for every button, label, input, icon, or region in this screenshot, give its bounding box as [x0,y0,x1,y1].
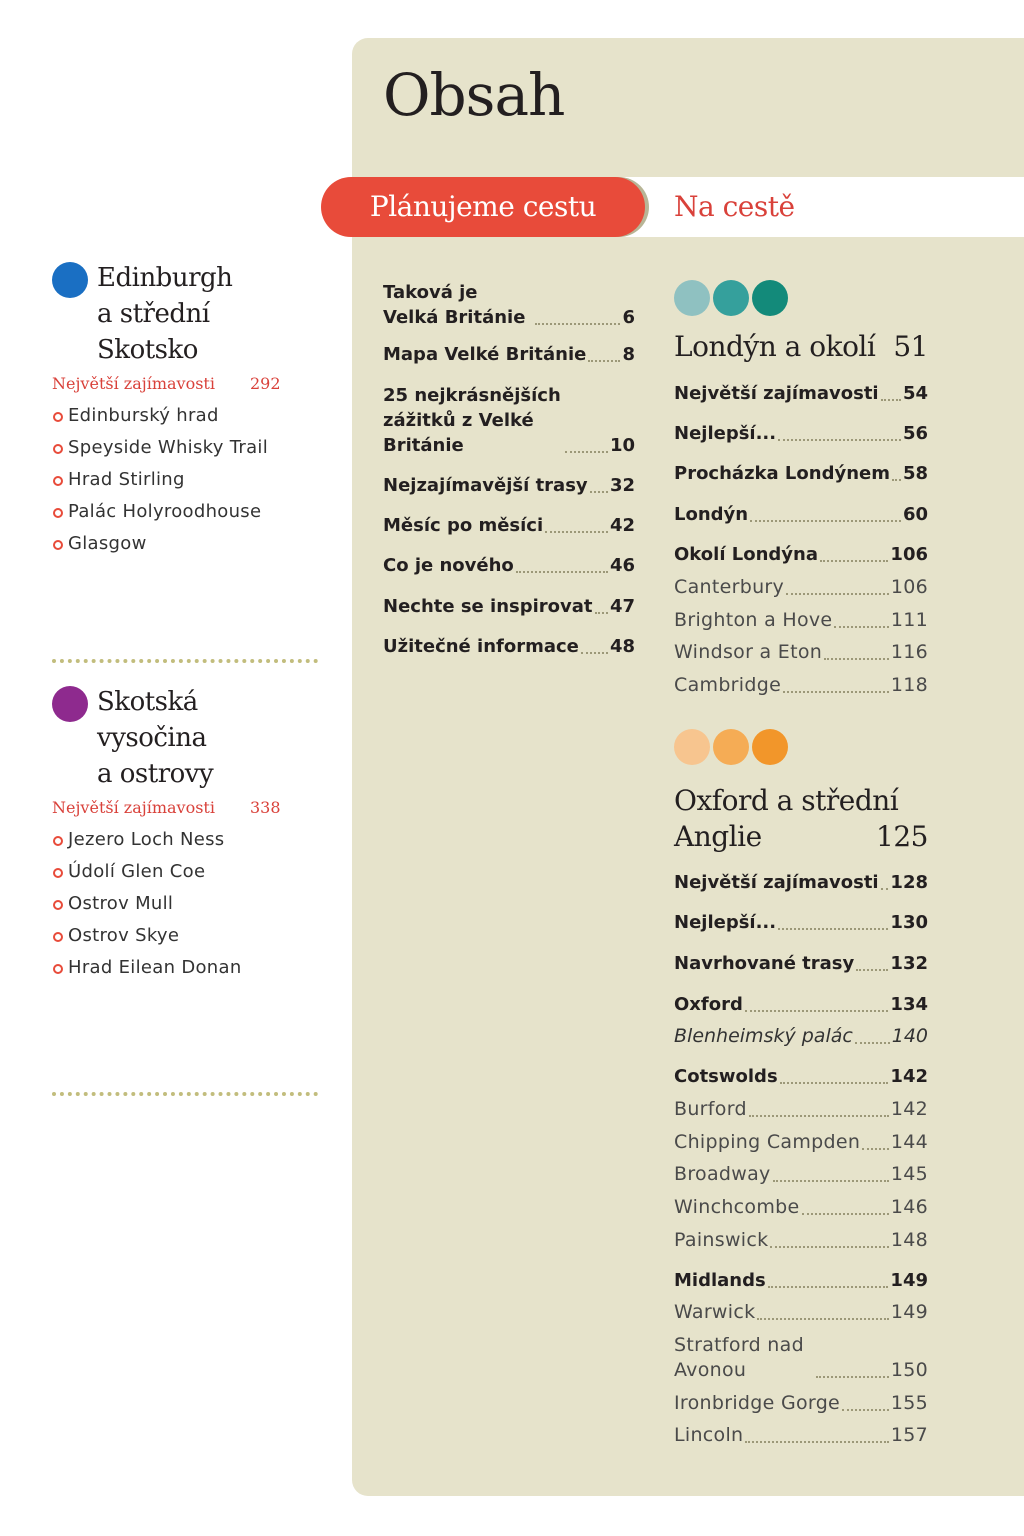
bullet-icon [53,900,63,910]
section-title-page: 125 [876,820,928,853]
toc-entry[interactable] [674,461,928,486]
toc-entry[interactable] [674,1300,928,1325]
toc-entry[interactable] [383,473,635,498]
highlights-list [52,400,332,560]
toc-entry-label: Chipping Campden [674,1131,861,1153]
leader-dots [842,1409,889,1411]
dotted-divider [52,1092,318,1096]
leader-dots [745,1010,889,1012]
toc-entry-label: Procházka Londýnem [674,463,890,484]
leader-dots [770,1246,888,1248]
tab-on-the-road[interactable]: Na cestě [674,190,795,223]
leader-dots [778,928,888,930]
toc-entry[interactable] [674,951,928,976]
leader-dots [773,1180,889,1182]
list-item[interactable] [52,464,332,496]
toc-entry-label: Brighton a Hove [674,609,833,631]
toc-entry-page: 132 [890,953,928,974]
toc-entry[interactable] [674,1228,928,1253]
toc-entry-page: 60 [902,504,928,525]
leader-dots [595,612,608,614]
toc-entry-page: 58 [902,463,928,484]
toc-entry-page: 8 [622,344,635,365]
toc-entry-page: 155 [890,1392,928,1414]
leader-dots [768,1286,889,1288]
leader-dots [892,479,901,481]
bullet-icon [53,836,63,846]
leader-dots [778,439,901,441]
toc-entry-label: Lincoln [674,1424,744,1446]
toc-entry-page: 118 [890,674,928,696]
toc-entry-label: Painswick [674,1229,769,1251]
toc-entry-label: Co je nového [383,555,514,576]
toc-entry-page: 140 [891,1025,928,1047]
toc-entry[interactable] [674,1162,928,1187]
page-title: Obsah [383,61,565,129]
toc-entry-page: 134 [890,994,928,1015]
toc-entry-label: Broadway [674,1163,771,1185]
toc-entry[interactable] [674,1333,928,1383]
toc-entry-label: Cotswolds [674,1066,778,1087]
leader-dots [565,451,608,453]
leader-dots [590,491,608,493]
toc-entry-page: 149 [890,1301,928,1323]
leader-dots [783,691,889,693]
toc-entry[interactable] [383,553,635,578]
toc-entry-page: 128 [890,872,928,893]
toc-entry[interactable] [383,594,635,619]
highlights-link[interactable] [52,372,332,396]
bullet-icon [53,540,63,550]
bullet-icon [53,476,63,486]
leader-dots [856,969,888,971]
tab-planning[interactable]: Plánujeme cestu [321,177,645,237]
list-item[interactable] [52,888,332,920]
section-title-label: Londýn a okolí [674,330,876,363]
list-item[interactable] [52,856,332,888]
toc-entry-page: 106 [890,544,928,565]
leader-dots [824,658,889,660]
highlights-link[interactable] [52,796,332,820]
toc-entry[interactable] [674,575,928,600]
leader-dots [862,1148,889,1150]
toc-entry-page: 106 [890,576,928,598]
toc-entry[interactable] [674,381,928,406]
toc-entry[interactable] [674,608,928,633]
list-item[interactable] [52,400,332,432]
toc-entry-page: 157 [890,1424,928,1446]
list-item-label: Palác Holyroodhouse [68,501,262,522]
toc-entry[interactable] [674,673,928,698]
toc-entry[interactable] [674,421,928,446]
toc-entry-page: 145 [890,1163,928,1185]
list-item-label: Speyside Whisky Trail [68,437,269,458]
leader-dots [749,1115,889,1117]
toc-entry[interactable] [674,870,928,895]
toc-entry-page: 142 [890,1098,928,1120]
leader-dots [545,531,608,533]
region-edinburgh[interactable] [52,260,332,560]
list-item-label: Hrad Stirling [68,469,185,490]
toc-entry-page: 150 [890,1359,928,1381]
bullet-icon [53,444,63,454]
toc-entry-page: 144 [890,1131,928,1153]
leader-dots [757,1318,888,1320]
circle-icon [752,729,788,765]
tab-strip [600,177,1024,237]
circle-icon [674,280,710,316]
list-item[interactable] [52,528,332,560]
leader-dots [535,323,620,325]
toc-entry-label: Cambridge [674,674,782,696]
toc-entry-page: 116 [890,641,928,663]
london-color-circles [674,280,791,316]
leader-dots [780,1082,889,1084]
toc-entry-page: 48 [609,636,635,657]
list-item[interactable] [52,920,332,952]
toc-entry-label: Windsor a Eton [674,641,823,663]
toc-entry-page: 32 [609,475,635,496]
list-item-label: Hrad Eilean Donan [68,957,242,978]
toc-entry-label: Canterbury [674,576,785,598]
toc-entry-page: 10 [609,435,635,456]
toc-entry-page: 111 [890,609,928,631]
leader-dots [588,360,620,362]
toc-entry-label: Oxford [674,994,743,1015]
toc-entry-label: Ironbridge Gorge [674,1392,841,1414]
list-item-label: Jezero Loch Ness [68,829,225,850]
leader-dots [786,593,889,595]
toc-entry[interactable] [383,634,635,659]
bullet-icon [53,932,63,942]
toc-entry-page: 54 [902,383,928,404]
toc-entry[interactable] [674,1064,928,1089]
toc-entry-label: Nejlepší... [674,423,777,444]
toc-entry-page: 56 [902,423,928,444]
toc-entry-page: 42 [609,515,635,536]
toc-entry[interactable] [383,280,635,330]
list-item-label: Edinburský hrad [68,405,219,426]
list-item[interactable] [52,496,332,528]
dotted-divider [52,659,318,663]
region-title: Edinburgh a střední Skotsko [97,263,233,365]
toc-entry[interactable] [674,992,928,1017]
leader-dots [516,571,608,573]
toc-entry[interactable] [674,1268,928,1293]
toc-entry-label: Taková je Velká Británie [383,282,526,328]
region-blue-dot-icon [52,262,88,298]
leader-dots [816,1376,889,1378]
list-item[interactable] [52,432,332,464]
toc-entry[interactable] [674,910,928,935]
toc-entry-label: Warwick [674,1301,756,1323]
toc-entry-label: Londýn [674,504,749,525]
toc-entry-label: Měsíc po měsíci [383,515,544,536]
toc-entry-page: 142 [890,1066,928,1087]
bullet-icon [53,412,63,422]
toc-entry-label: Stratford nad Avonou [674,1334,804,1381]
toc-entry-label: Užitečné informace [383,636,579,657]
toc-entry[interactable] [674,502,928,527]
oxford-color-circles [674,729,791,765]
toc-entry[interactable] [674,1391,928,1416]
toc-entry-label: Nejlepší... [674,912,777,933]
list-item-label: Ostrov Skye [68,925,180,946]
toc-entry-label: Největší zajímavosti [674,872,879,893]
highlights-page: 292 [250,374,281,393]
bullet-icon [53,964,63,974]
toc-entry-label: Mapa Velké Británie [383,344,587,365]
toc-entry-label: Nejzajímavější trasy [383,475,588,496]
region-title: Skotská vysočina a ostrovy [97,687,214,789]
list-item-label: Glasgow [68,533,147,554]
list-item[interactable] [52,824,332,856]
toc-entry-page: 148 [890,1229,928,1251]
bullet-icon [53,868,63,878]
leader-dots [855,1042,890,1044]
toc-entry[interactable] [674,640,928,665]
toc-entry-page: 6 [622,307,635,328]
toc-entry-label: Burford [674,1098,747,1120]
section-title-page: 51 [893,330,928,363]
toc-entry[interactable] [674,1130,928,1155]
toc-entry-page: 149 [890,1270,928,1291]
toc-entry-label: Největší zajímavosti [674,383,879,404]
region-highlands[interactable] [52,684,332,984]
bullet-icon [53,508,63,518]
toc-entry-page: 47 [609,596,635,617]
circle-icon [752,280,788,316]
list-item[interactable] [52,952,332,984]
leader-dots [881,399,901,401]
toc-entry[interactable] [674,1097,928,1122]
toc-entry-page: 130 [890,912,928,933]
leader-dots [834,626,888,628]
toc-entry-label: Winchcombe [674,1196,800,1218]
section-title-oxford[interactable] [674,783,928,855]
toc-entry[interactable] [383,513,635,538]
circle-icon [713,729,749,765]
toc-entry-label: 25 nejkrásnějších zážitků z Velké Británie [383,385,561,456]
toc-entry[interactable] [383,342,635,367]
leader-dots [745,1441,888,1443]
circle-icon [674,729,710,765]
toc-entry-label: Nechte se inspirovat [383,596,593,617]
region-purple-dot-icon [52,686,88,722]
circle-icon [713,280,749,316]
leader-dots [802,1213,889,1215]
highlights-label: Největší zajímavosti [52,798,215,817]
section-title-label: Oxford a střední Anglie [674,784,899,853]
toc-entry[interactable] [674,1423,928,1448]
leader-dots [820,560,888,562]
list-item-label: Údolí Glen Coe [68,861,206,882]
list-item-label: Ostrov Mull [68,893,174,914]
toc-entry[interactable] [674,1024,928,1049]
toc-entry-label: Blenheimský palác [674,1025,853,1047]
toc-entry-page: 46 [609,555,635,576]
highlights-label: Největší zajímavosti [52,374,215,393]
section-title-london[interactable] [674,329,928,365]
leader-dots [881,888,889,890]
highlights-list [52,824,332,984]
toc-entry[interactable] [674,1195,928,1220]
toc-entry[interactable] [383,383,635,458]
toc-entry-label: Navrhované trasy [674,953,855,974]
highlights-page: 338 [250,798,281,817]
toc-entry-label: Okolí Londýna [674,544,818,565]
toc-entry-page: 146 [890,1196,928,1218]
leader-dots [750,520,901,522]
leader-dots [581,652,608,654]
toc-entry-label: Midlands [674,1270,766,1291]
toc-entry[interactable] [674,542,928,567]
